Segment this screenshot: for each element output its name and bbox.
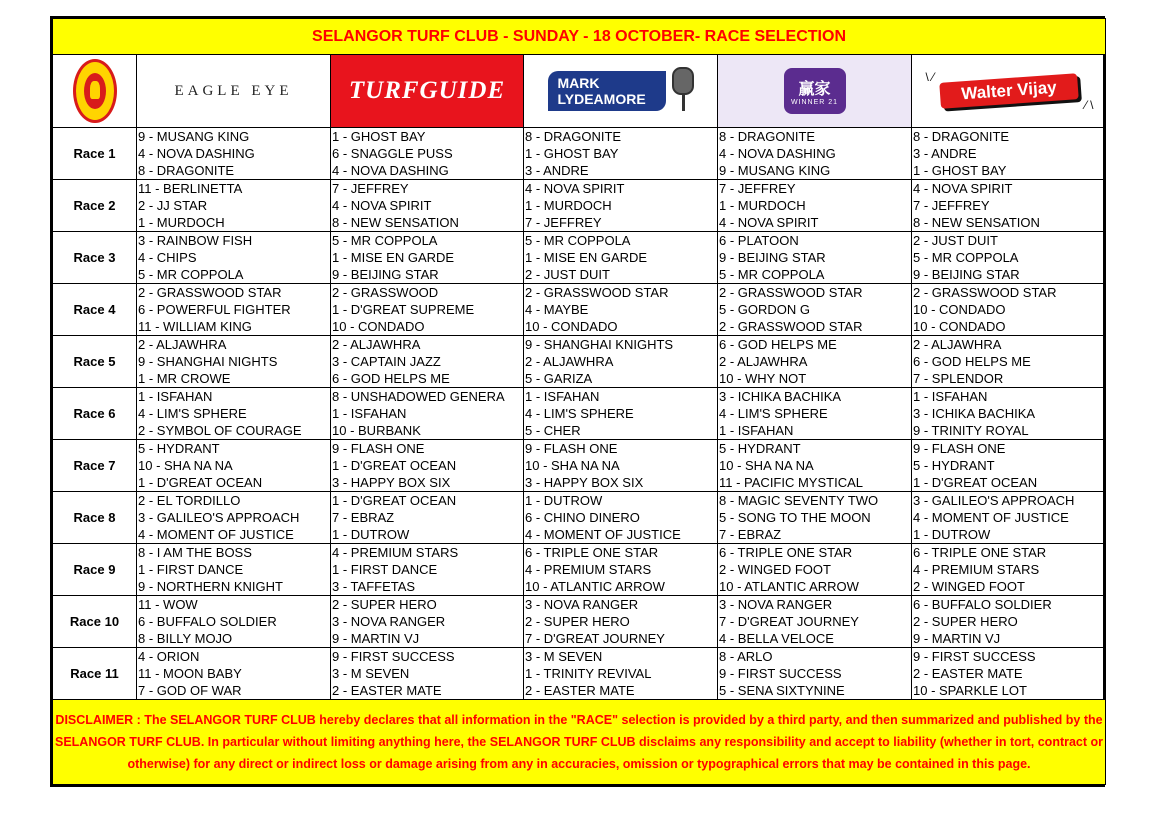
horse-pick: 4 - NOVA DASHING (719, 146, 836, 161)
horse-pick: 1 - MISE EN GARDE (332, 250, 455, 265)
horse-pick: 11 - WILLIAM KING (138, 319, 252, 334)
tipster-picks-cell (137, 284, 331, 336)
race-row (53, 388, 1106, 440)
horse-pick: 1 - DUTROW (913, 527, 991, 542)
horse-pick: 9 - BEIJING STAR (332, 267, 439, 282)
horse-pick: 1 - ISFAHAN (719, 423, 794, 438)
race-label: Race 6 (53, 388, 137, 440)
horse-pick: 9 - NORTHERN KNIGHT (138, 579, 283, 594)
horse-pick: 4 - NOVA DASHING (332, 163, 449, 178)
horse-pick: 4 - PREMIUM STARS (525, 562, 652, 577)
race-row (53, 336, 1106, 388)
horse-pick: 1 - MURDOCH (525, 198, 612, 213)
eagle-eye-cell (137, 55, 331, 128)
horse-pick: 3 - ANDRE (525, 163, 589, 178)
horse-pick: 1 - MURDOCH (719, 198, 806, 213)
tipster-picks-cell (718, 388, 912, 440)
race-row (53, 492, 1106, 544)
selection-table (52, 18, 1106, 785)
horse-pick: 1 - D'GREAT OCEAN (332, 458, 457, 473)
horse-pick: 3 - NOVA RANGER (332, 614, 446, 629)
horse-pick: 2 - GRASSWOOD STAR (525, 285, 669, 300)
horse-pick: 9 - FLASH ONE (525, 441, 618, 456)
horse-pick: 10 - CONDADO (332, 319, 425, 334)
horse-pick: 4 - MOMENT OF JUSTICE (913, 510, 1069, 525)
horse-pick: 7 - JEFFREY (332, 181, 409, 196)
horse-pick: 7 - EBRAZ (719, 527, 782, 542)
horse-pick: 2 - GRASSWOOD (332, 285, 439, 300)
horse-pick: 2 - SUPER HERO (332, 597, 437, 612)
horse-pick: 10 - CONDADO (913, 302, 1006, 317)
tipster-picks-cell (718, 284, 912, 336)
horse-pick: 7 - D'GREAT JOURNEY (525, 631, 665, 646)
tipster-picks-cell (718, 492, 912, 544)
tipster-picks-cell (718, 232, 912, 284)
horse-pick: 10 - WHY NOT (719, 371, 807, 386)
horse-pick: 5 - SONG TO THE MOON (719, 510, 871, 525)
horse-pick: 6 - PLATOON (719, 233, 799, 248)
horse-pick: 5 - MR COPPOLA (913, 250, 1019, 265)
race-selection-sheet (50, 16, 1105, 787)
tipster-picks-cell (137, 388, 331, 440)
horse-pick: 7 - GOD OF WAR (138, 683, 242, 698)
tipster-picks-cell (912, 336, 1106, 388)
horse-pick: 11 - WOW (138, 597, 198, 612)
horse-pick: 1 - GHOST BAY (913, 163, 1007, 178)
race-label: Race 10 (53, 596, 137, 648)
walter-vijay-cell (912, 55, 1106, 128)
horse-pick: 3 - TAFFETAS (332, 579, 416, 594)
mark-lydeamore-logo: MARK LYDEAMORE (548, 71, 666, 111)
horse-pick: 1 - MR CROWE (138, 371, 231, 386)
horse-pick: 10 - SHA NA NA (719, 458, 814, 473)
horse-pick: 5 - SENA SIXTYNINE (719, 683, 845, 698)
horse-pick: 6 - GOD HELPS ME (719, 337, 837, 352)
horse-pick: 6 - SNAGGLE PUSS (332, 146, 453, 161)
race-row (53, 440, 1106, 492)
horse-pick: 2 - WINGED FOOT (913, 579, 1025, 594)
horse-pick: 9 - BEIJING STAR (913, 267, 1020, 282)
horse-pick: 8 - ARLO (719, 649, 773, 664)
tipster-picks-cell (524, 128, 718, 180)
race-row (53, 284, 1106, 336)
horse-pick: 1 - D'GREAT OCEAN (332, 493, 457, 508)
horse-pick: 8 - DRAGONITE (719, 129, 816, 144)
horse-pick: 5 - MR COPPOLA (525, 233, 631, 248)
tipster-picks-cell (137, 180, 331, 232)
tipster-picks-cell (331, 388, 524, 440)
horse-pick: 1 - D'GREAT OCEAN (138, 475, 263, 490)
tipster-picks-cell (912, 388, 1106, 440)
horse-pick: 4 - BELLA VELOCE (719, 631, 834, 646)
tipster-picks-cell (331, 180, 524, 232)
horse-pick: 10 - ATLANTIC ARROW (719, 579, 859, 594)
race-label: Race 4 (53, 284, 137, 336)
tipster-picks-cell (912, 596, 1106, 648)
horse-pick: 2 - EASTER MATE (913, 666, 1023, 681)
horse-pick: 1 - ISFAHAN (525, 389, 600, 404)
horse-pick: 3 - NOVA RANGER (719, 597, 833, 612)
tipster-picks-cell (912, 440, 1106, 492)
horse-pick: 10 - CONDADO (913, 319, 1006, 334)
horse-pick: 6 - GOD HELPS ME (913, 354, 1031, 369)
horse-pick: 4 - MOMENT OF JUSTICE (525, 527, 681, 542)
disclaimer-row (53, 700, 1106, 785)
horse-pick: 11 - MOON BABY (138, 666, 242, 681)
race-row (53, 596, 1106, 648)
horse-pick: 2 - GRASSWOOD STAR (913, 285, 1057, 300)
horse-pick: 1 - TRINITY REVIVAL (525, 666, 652, 681)
horse-pick: 4 - NOVA DASHING (138, 146, 255, 161)
tipster-picks-cell (524, 232, 718, 284)
horse-pick: 9 - BEIJING STAR (719, 250, 826, 265)
horse-pick: 2 - ALJAWHRA (332, 337, 421, 352)
horse-pick: 1 - MISE EN GARDE (525, 250, 648, 265)
tipster-picks-cell (331, 440, 524, 492)
turfguide-logo: TURFGUIDE (348, 77, 506, 104)
tipster-picks-cell (718, 596, 912, 648)
stc-crest-icon (73, 59, 117, 123)
horse-pick: 1 - GHOST BAY (525, 146, 619, 161)
tipster-picks-cell (137, 596, 331, 648)
tipster-picks-cell (912, 492, 1106, 544)
horse-pick: 5 - GORDON G (719, 302, 811, 317)
tipster-picks-cell (524, 284, 718, 336)
horse-pick: 9 - FLASH ONE (913, 441, 1006, 456)
walter-vijay-logo: Walter Vijay (939, 73, 1078, 109)
horse-pick: 4 - ORION (138, 649, 200, 664)
horse-pick: 3 - M SEVEN (525, 649, 603, 664)
horse-pick: 4 - LIM'S SPHERE (719, 406, 828, 421)
horse-pick: 8 - BILLY MOJO (138, 631, 233, 646)
horse-pick: 4 - PREMIUM STARS (332, 545, 459, 560)
tipster-picks-cell (331, 596, 524, 648)
horse-pick: 7 - JEFFREY (719, 181, 796, 196)
horse-pick: 8 - DRAGONITE (138, 163, 235, 178)
horse-pick: 2 - EASTER MATE (332, 683, 442, 698)
horse-pick: 11 - PACIFIC MYSTICAL (719, 475, 863, 490)
winner21-logo-text: WINNER 21 (790, 99, 839, 106)
horse-pick: 11 - BERLINETTA (138, 181, 243, 196)
tipster-picks-cell (331, 232, 524, 284)
horse-pick: 5 - HYDRANT (913, 458, 995, 473)
tipster-picks-cell (912, 544, 1106, 596)
tipster-picks-cell (137, 544, 331, 596)
horse-pick: 3 - NOVA RANGER (525, 597, 639, 612)
tipster-picks-cell (137, 648, 331, 700)
horse-pick: 2 - SUPER HERO (525, 614, 630, 629)
horse-pick: 10 - CONDADO (525, 319, 618, 334)
race-label: Race 7 (53, 440, 137, 492)
page-title: SELANGOR TURF CLUB - SUNDAY - 18 OCTOBER- RACE SELECTION (53, 19, 1106, 55)
horse-pick: 7 - D'GREAT JOURNEY (719, 614, 859, 629)
horse-pick: 4 - LIM'S SPHERE (138, 406, 247, 421)
horse-pick: 1 - GHOST BAY (332, 129, 426, 144)
tipster-picks-cell (137, 336, 331, 388)
tipster-picks-cell (331, 492, 524, 544)
horse-pick: 10 - ATLANTIC ARROW (525, 579, 665, 594)
horse-pick: 6 - GOD HELPS ME (332, 371, 450, 386)
horse-pick: 4 - NOVA SPIRIT (719, 215, 819, 230)
horse-pick: 1 - D'GREAT OCEAN (913, 475, 1038, 490)
logo-row (53, 55, 1106, 128)
horse-pick: 6 - TRIPLE ONE STAR (719, 545, 853, 560)
horse-pick: 5 - HYDRANT (719, 441, 801, 456)
title-row (53, 19, 1106, 55)
horse-pick: 5 - CHER (525, 423, 581, 438)
horse-pick: 1 - ISFAHAN (913, 389, 988, 404)
race-label: Race 8 (53, 492, 137, 544)
tipster-picks-cell (524, 596, 718, 648)
horse-pick: 3 - M SEVEN (332, 666, 410, 681)
tipster-picks-cell (524, 544, 718, 596)
race-row (53, 180, 1106, 232)
horse-pick: 2 - ALJAWHRA (913, 337, 1002, 352)
tipster-picks-cell (137, 232, 331, 284)
race-label: Race 3 (53, 232, 137, 284)
horse-pick: 9 - MUSANG KING (138, 129, 250, 144)
tipster-picks-cell (331, 284, 524, 336)
horse-pick: 5 - MR COPPOLA (138, 267, 244, 282)
turfguide-cell (331, 55, 524, 128)
tipster-picks-cell (524, 492, 718, 544)
horse-pick: 2 - GRASSWOOD STAR (719, 285, 863, 300)
eagle-eye-logo (174, 83, 292, 100)
tipster-picks-cell (718, 180, 912, 232)
race-row (53, 648, 1106, 700)
race-label: Race 11 (53, 648, 137, 700)
tipster-picks-cell (718, 544, 912, 596)
tipster-picks-cell (137, 440, 331, 492)
horse-pick: 8 - NEW SENSATION (913, 215, 1040, 230)
horse-pick: 5 - HYDRANT (138, 441, 220, 456)
horse-pick: 9 - SHANGHAI NIGHTS (138, 354, 278, 369)
tipster-picks-cell (912, 128, 1106, 180)
microphone-icon (672, 67, 694, 115)
horse-pick: 4 - NOVA SPIRIT (913, 181, 1013, 196)
horse-pick: 7 - JEFFREY (525, 215, 602, 230)
horse-pick: 9 - MARTIN VJ (913, 631, 1001, 646)
eagle-eye-logo-text: EAGLE EYE (174, 82, 293, 99)
horse-pick: 9 - TRINITY ROYAL (913, 423, 1029, 438)
horse-pick: 2 - GRASSWOOD STAR (719, 319, 863, 334)
horse-pick: 1 - D'GREAT SUPREME (332, 302, 475, 317)
horse-pick: 4 - NOVA SPIRIT (332, 198, 432, 213)
horse-pick: 2 - SUPER HERO (913, 614, 1018, 629)
horse-pick: 10 - BURBANK (332, 423, 421, 438)
horse-pick: 7 - SPLENDOR (913, 371, 1004, 386)
horse-pick: 5 - MR COPPOLA (719, 267, 825, 282)
tipster-picks-cell (912, 180, 1106, 232)
tipster-picks-cell (524, 180, 718, 232)
mark-lydeamore-cell (524, 55, 718, 128)
horse-pick: 3 - GALILEO'S APPROACH (913, 493, 1075, 508)
horse-pick: 7 - EBRAZ (332, 510, 395, 525)
race-row (53, 232, 1106, 284)
tipster-picks-cell (912, 648, 1106, 700)
horse-pick: 1 - DUTROW (332, 527, 410, 542)
horse-pick: 8 - DRAGONITE (913, 129, 1010, 144)
horse-pick: 4 - MOMENT OF JUSTICE (138, 527, 294, 542)
horse-pick: 1 - MURDOCH (138, 215, 225, 230)
tipster-picks-cell (331, 544, 524, 596)
horse-pick: 3 - ICHIKA BACHIKA (913, 406, 1036, 421)
horse-pick: 3 - HAPPY BOX SIX (525, 475, 644, 490)
tipster-picks-cell (137, 128, 331, 180)
horse-pick: 2 - ALJAWHRA (525, 354, 614, 369)
horse-pick: 2 - SYMBOL OF COURAGE (138, 423, 302, 438)
horse-pick: 10 - SHA NA NA (138, 458, 233, 473)
tipster-picks-cell (718, 336, 912, 388)
horse-pick: 9 - MARTIN VJ (332, 631, 420, 646)
horse-pick: 4 - PREMIUM STARS (913, 562, 1040, 577)
race-label: Race 2 (53, 180, 137, 232)
horse-pick: 3 - GALILEO'S APPROACH (138, 510, 300, 525)
burst-icon: ⁄ \ (1084, 98, 1094, 112)
tipster-picks-cell (331, 336, 524, 388)
horse-pick: 6 - BUFFALO SOLDIER (138, 614, 277, 629)
tipster-picks-cell (331, 128, 524, 180)
horse-pick: 3 - ANDRE (913, 146, 977, 161)
tipster-picks-cell (718, 128, 912, 180)
race-row (53, 544, 1106, 596)
horse-pick: 2 - WINGED FOOT (719, 562, 831, 577)
winner21-cell (718, 55, 912, 128)
horse-pick: 9 - MUSANG KING (719, 163, 831, 178)
horse-pick: 8 - DRAGONITE (525, 129, 622, 144)
tipster-picks-cell (331, 648, 524, 700)
horse-pick: 6 - TRIPLE ONE STAR (525, 545, 659, 560)
horse-pick: 4 - MAYBE (525, 302, 589, 317)
horse-pick: 8 - MAGIC SEVENTY TWO (719, 493, 879, 508)
horse-pick: 6 - BUFFALO SOLDIER (913, 597, 1052, 612)
horse-pick: 10 - SHA NA NA (525, 458, 620, 473)
horse-pick: 6 - CHINO DINERO (525, 510, 640, 525)
horse-pick: 1 - ISFAHAN (138, 389, 213, 404)
horse-pick: 2 - JJ STAR (138, 198, 208, 213)
horse-pick: 6 - TRIPLE ONE STAR (913, 545, 1047, 560)
horse-pick: 2 - JUST DUIT (525, 267, 610, 282)
horse-pick: 3 - RAINBOW FISH (138, 233, 253, 248)
tipster-picks-cell (718, 648, 912, 700)
horse-pick: 1 - ISFAHAN (332, 406, 407, 421)
horse-pick: 4 - NOVA SPIRIT (525, 181, 625, 196)
burst-icon: \ ⁄ (925, 70, 935, 84)
race-row (53, 128, 1106, 180)
horse-pick: 1 - DUTROW (525, 493, 603, 508)
stc-crest-cell (53, 55, 137, 128)
horse-pick: 2 - JUST DUIT (913, 233, 998, 248)
horse-pick: 3 - HAPPY BOX SIX (332, 475, 451, 490)
horse-pick: 2 - ALJAWHRA (719, 354, 808, 369)
horse-pick: 5 - GARIZA (525, 371, 593, 386)
horse-pick: 4 - LIM'S SPHERE (525, 406, 634, 421)
horse-pick: 5 - MR COPPOLA (332, 233, 438, 248)
horse-pick: 4 - CHIPS (138, 250, 197, 265)
horse-pick: 9 - FIRST SUCCESS (332, 649, 455, 664)
tipster-picks-cell (524, 388, 718, 440)
tipster-picks-cell (524, 336, 718, 388)
horse-pick: 9 - FIRST SUCCESS (719, 666, 842, 681)
horse-pick: 1 - FIRST DANCE (138, 562, 244, 577)
horse-pick: 10 - SPARKLE LOT (913, 683, 1027, 698)
horse-pick: 3 - ICHIKA BACHIKA (719, 389, 842, 404)
horse-pick: 7 - JEFFREY (913, 198, 990, 213)
race-label: Race 9 (53, 544, 137, 596)
horse-pick: 8 - UNSHADOWED GENERA (332, 389, 505, 404)
tipster-picks-cell (718, 440, 912, 492)
winner21-logo: 赢家 WINNER 21 (784, 68, 846, 114)
horse-pick: 8 - I AM THE BOSS (138, 545, 252, 560)
horse-pick: 2 - GRASSWOOD STAR (138, 285, 282, 300)
disclaimer-text: DISCLAIMER : The SELANGOR TURF CLUB hereby declares that all information in the "RACE" selection is provided by a third party, and then summarized and published by the SELANGOR TURF CLUB. In particular without limiting anything here, the SELANGOR TURF CLUB disclaims any responsibility and accept to liability (whether in tort, contract or otherwise) for any direct or indirect loss or damage arising from any in accuracies, omission or typographical errors that may be contained in this page. (53, 700, 1106, 785)
horse-pick: 9 - FIRST SUCCESS (913, 649, 1036, 664)
horse-pick: 9 - SHANGHAI KNIGHTS (525, 337, 674, 352)
tipster-picks-cell (912, 232, 1106, 284)
horse-pick: 3 - CAPTAIN JAZZ (332, 354, 441, 369)
horse-pick: 2 - EL TORDILLO (138, 493, 241, 508)
tipster-picks-cell (524, 440, 718, 492)
race-label: Race 5 (53, 336, 137, 388)
tipster-picks-cell (912, 284, 1106, 336)
horse-pick: 6 - POWERFUL FIGHTER (138, 302, 291, 317)
race-label: Race 1 (53, 128, 137, 180)
horse-pick: 2 - EASTER MATE (525, 683, 635, 698)
horse-pick: 8 - NEW SENSATION (332, 215, 459, 230)
tipster-picks-cell (524, 648, 718, 700)
horse-pick: 2 - ALJAWHRA (138, 337, 227, 352)
horse-pick: 1 - FIRST DANCE (332, 562, 438, 577)
horse-pick: 9 - FLASH ONE (332, 441, 425, 456)
tipster-picks-cell (137, 492, 331, 544)
